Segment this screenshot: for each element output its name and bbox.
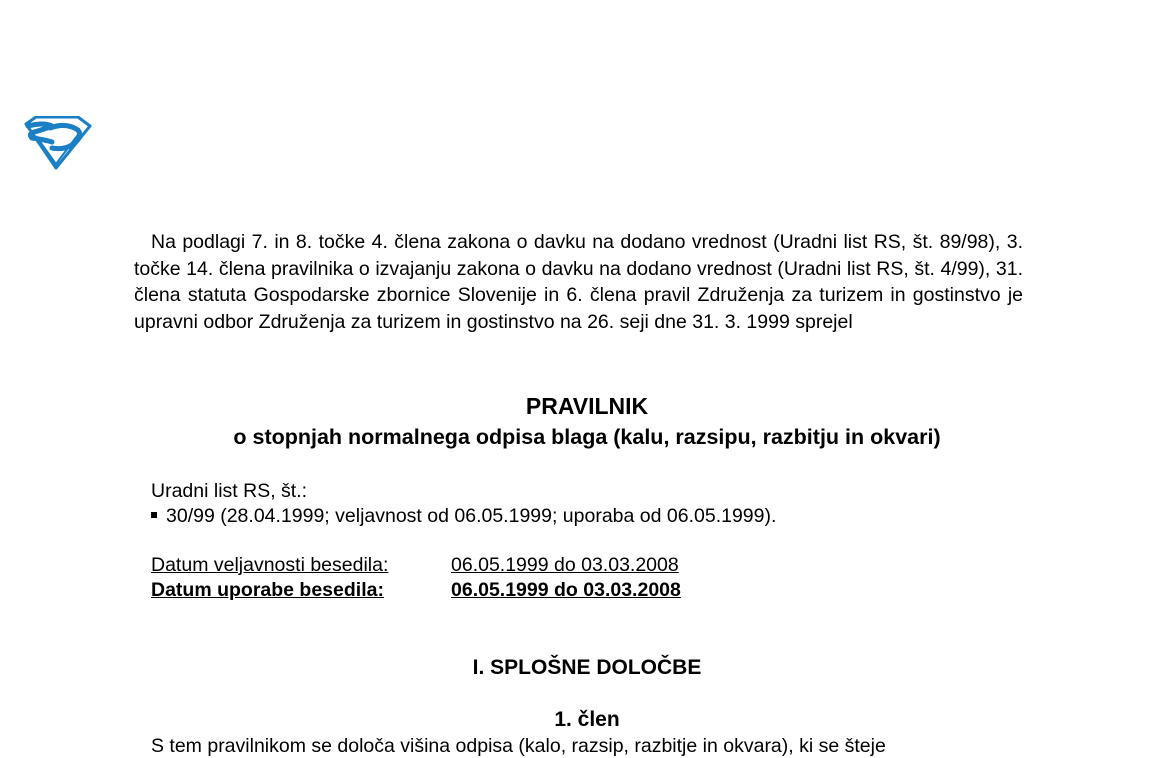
article-text: S tem pravilnikom se določa višina odpisa (kalo, razsip, razbitje in okvara), ki se šteje xyxy=(151,735,886,757)
validity-row xyxy=(151,553,679,577)
usage-label: Datum uporabe besedila: xyxy=(151,579,384,601)
intro-text: Na podlagi 7. in 8. točke 4. člena zakona o davku na dodano vrednost (Uradni list RS, št. 89/98), 3. točke 14. člena pravilnika o izvajanju zakona o davku na dodano vrednost (Uradni list RS, št. 4/99), 31. člena statuta Gospodarske zbornice Slovenije in 6. člena pravil Združenja za turizem in gostinstvo je upravni odbor Združenja za turizem in gostinstvo na 26. seji dne 31. 3. 1999 sprejel xyxy=(134,231,1023,333)
gazette-list-item xyxy=(151,504,776,528)
sd-diamond-logo-icon xyxy=(22,116,92,170)
validity-label: Datum veljavnosti besedila: xyxy=(151,554,389,576)
usage-value: 06.05.1999 do 03.03.2008 xyxy=(451,579,681,601)
document-subtitle: o stopnjah normalnega odpisa blaga (kalu, razsipu, razbitju in okvari) xyxy=(233,425,941,449)
bullet-icon xyxy=(151,512,157,518)
intro-paragraph xyxy=(134,229,1023,335)
gazette-item-text: 30/99 (28.04.1999; veljavnost od 06.05.1999; uporaba od 06.05.1999). xyxy=(166,505,777,527)
section-heading: I. SPLOŠNE DOLOČBE xyxy=(472,656,702,679)
usage-row xyxy=(151,578,681,602)
gazette-label: Uradni list RS, št.: xyxy=(151,480,308,502)
article-heading: 1. člen xyxy=(554,708,620,731)
validity-value: 06.05.1999 do 03.03.2008 xyxy=(451,554,679,576)
document-title: PRAVILNIK xyxy=(525,393,649,419)
